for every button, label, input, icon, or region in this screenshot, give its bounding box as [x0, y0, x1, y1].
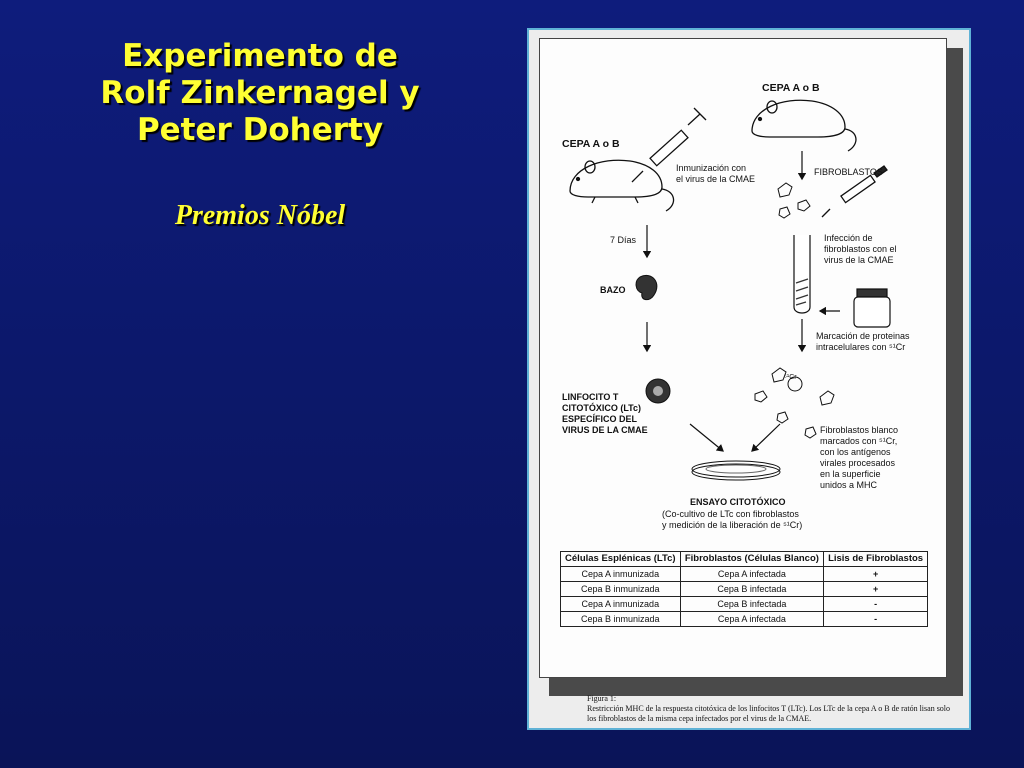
target-label-1: Fibroblastos blanco [820, 425, 899, 435]
target-label-5: en la superficie [820, 469, 881, 479]
petri-dish-icon [692, 461, 780, 480]
title-line-1: Experimento de [122, 38, 398, 74]
slide-title [60, 38, 460, 149]
infection-label-3: virus de la CMAE [824, 255, 894, 265]
test-tube-icon [794, 235, 810, 313]
caption-text: Restricción MHC de la respuesta citotóxica de los linfocitos T (LTc). Los LTc de la cepa A o B de ratón lisan solo los fibroblastos de la misma cepa infectados por el virus de la CMAE. [587, 704, 951, 723]
days-label: 7 Días [610, 235, 637, 245]
cr51-jar-icon [854, 289, 890, 327]
results-table [560, 551, 928, 627]
spleen-icon [636, 275, 657, 299]
immunization-label-1: Inmunización con [676, 163, 747, 173]
cell-lysis: + [824, 567, 928, 582]
target-label-4: virales procesados [820, 458, 896, 468]
figure-page [539, 38, 947, 678]
ltc-label-1: LINFOCITO T [562, 392, 619, 402]
cell-target: Cepa A infectada [680, 567, 824, 582]
assay-title: ENSAYO CITOTÓXICO [690, 497, 786, 507]
cell-ltc: Cepa A inmunizada [561, 597, 681, 612]
header-lysis: Lisis de Fibroblastos [824, 552, 928, 567]
target-label-6: unidos a MHC [820, 480, 878, 490]
title-line-3: Peter Doherty [136, 112, 384, 148]
cell-target: Cepa A infectada [680, 612, 824, 627]
cr51-mark-label: ⁵¹Cr [784, 374, 797, 381]
ltc-label-2: CITOTÓXICO (LTc) [562, 403, 641, 413]
cell-lysis: + [824, 582, 928, 597]
fibroblasts-label: FIBROBLASTOS [814, 167, 883, 177]
table-row [561, 567, 928, 582]
ltc-label-4: VIRUS DE LA CMAE [562, 425, 648, 435]
infection-label-2: fibroblastos con el [824, 244, 897, 254]
strain-label-left: CEPA A o B [562, 138, 620, 150]
target-label-3: con los antígenos [820, 447, 891, 457]
lymphocyte-icon [646, 379, 670, 403]
fibroblast-cells-icon [778, 183, 810, 218]
cell-lysis: - [824, 612, 928, 627]
title-line-2: Rolf Zinkernagel y [100, 75, 420, 111]
assay-label-1: (Co-cultivo de LTc con fibroblastos [662, 509, 799, 519]
table-row [561, 582, 928, 597]
cell-ltc: Cepa B inmunizada [561, 582, 681, 597]
ltc-label-3: ESPECÍFICO DEL [562, 414, 638, 424]
infection-label-1: Infección de [824, 233, 873, 243]
spleen-label: BAZO [600, 285, 626, 295]
caption-label: Figura 1: [587, 694, 617, 703]
cell-lysis: - [824, 597, 928, 612]
cell-target: Cepa B infectada [680, 597, 824, 612]
header-splenic-cells: Células Esplénicas (LTc) [561, 552, 681, 567]
cell-ltc: Cepa B inmunizada [561, 612, 681, 627]
cell-ltc: Cepa A inmunizada [561, 567, 681, 582]
target-label-2: marcados con ⁵¹Cr, [820, 436, 898, 446]
immunization-label-2: el virus de la CMAE [676, 174, 756, 184]
table-row [561, 612, 928, 627]
mouse-right-icon [752, 100, 856, 151]
assay-label-2: y medición de la liberación de ⁵¹Cr) [662, 520, 803, 530]
marking-label-2: intracelulares con ⁵¹Cr [816, 342, 906, 352]
slide-subtitle: Premios Nóbel [174, 200, 346, 231]
figure-caption [587, 694, 957, 724]
header-fibroblasts: Fibroblastos (Células Blanco) [680, 552, 824, 567]
strain-label-right: CEPA A o B [762, 82, 820, 94]
figure-image [527, 28, 971, 730]
cell-target: Cepa B infectada [680, 582, 824, 597]
table-header-row [561, 552, 928, 567]
marking-label-1: Marcación de proteinas [816, 331, 910, 341]
table-row [561, 597, 928, 612]
mouse-left-icon [570, 160, 674, 211]
